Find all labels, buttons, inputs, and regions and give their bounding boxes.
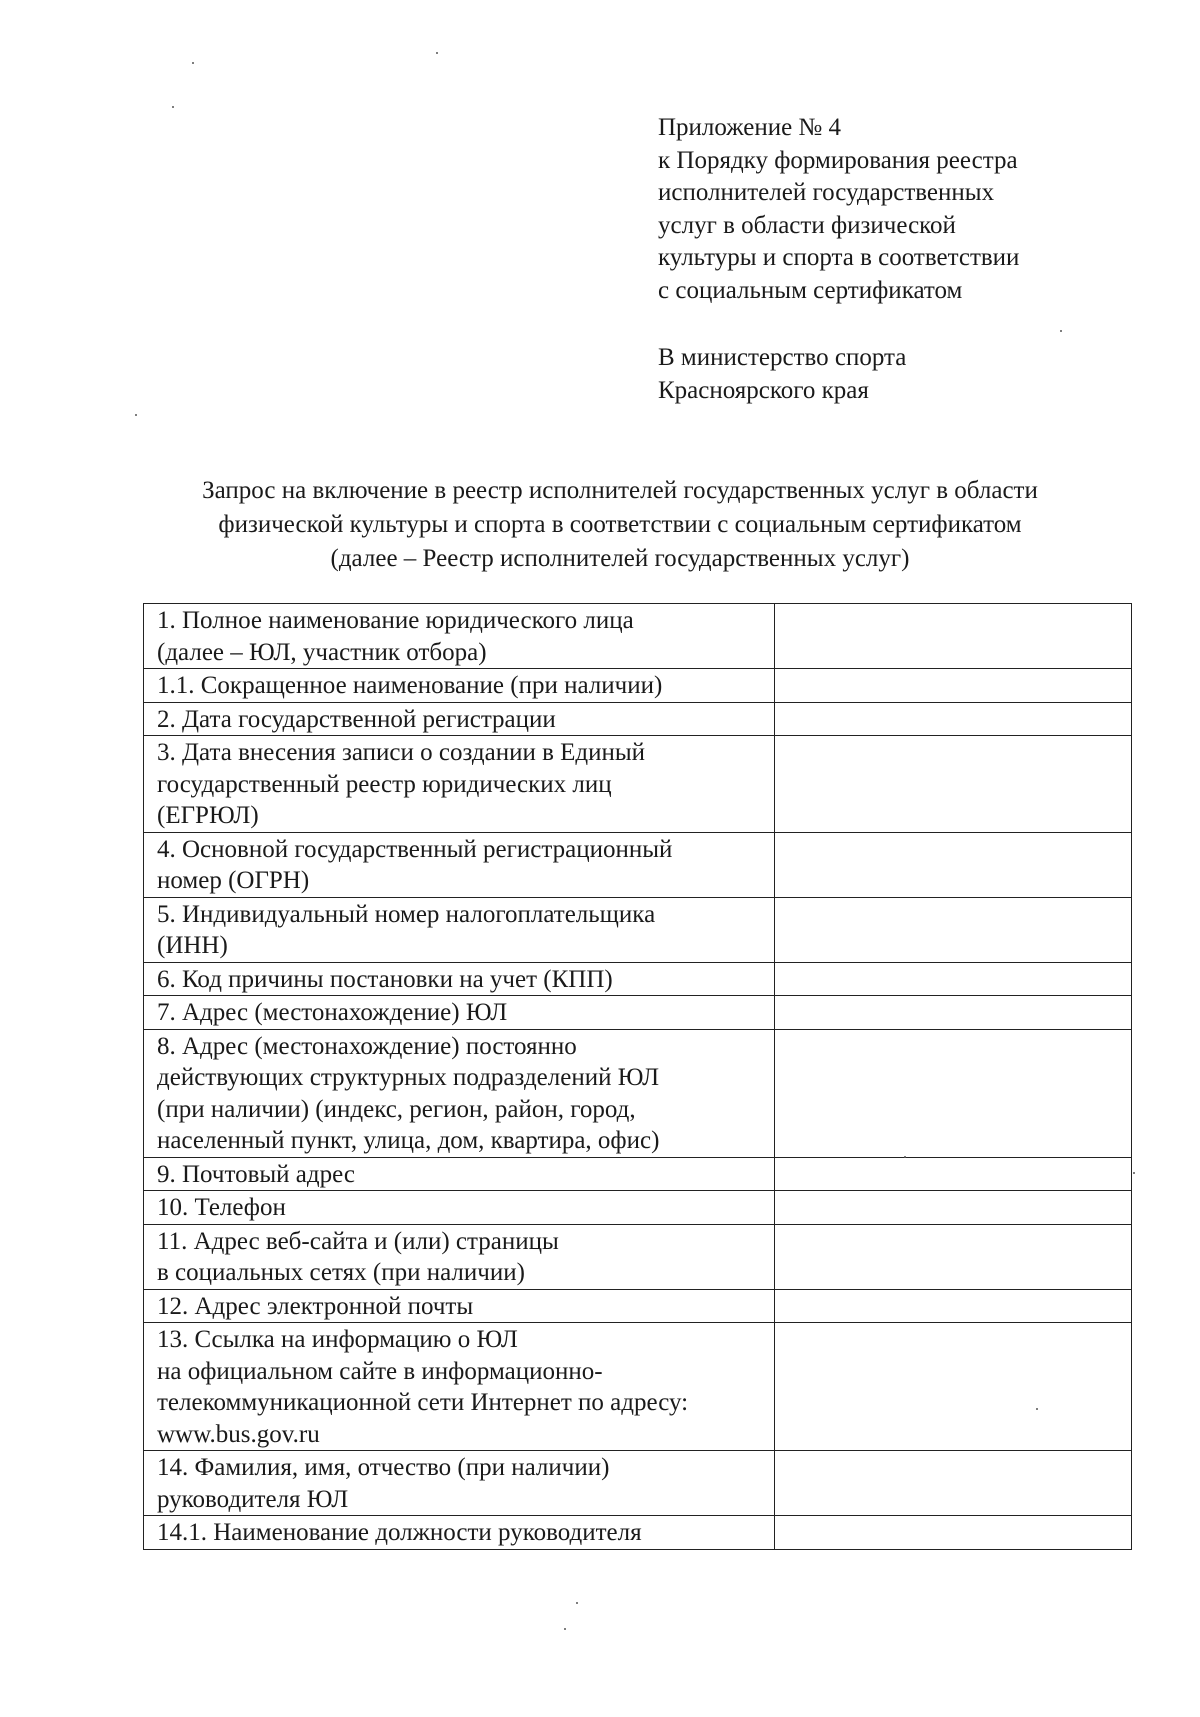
form-row: [144, 1516, 1132, 1550]
form-row-value[interactable]: [775, 996, 1132, 1030]
form-row: [144, 1157, 1132, 1191]
form-row-value[interactable]: [775, 604, 1132, 669]
annex-line: услуг в области физической: [658, 211, 956, 239]
scan-speck: [192, 62, 194, 64]
annex-line: к Порядку формирования реестра: [658, 146, 1018, 174]
form-row: [144, 1224, 1132, 1289]
scan-speck: [904, 1156, 906, 1158]
scan-speck: [576, 1602, 578, 1604]
form-row-value[interactable]: [775, 1451, 1132, 1516]
form-row-label: [144, 736, 775, 833]
form-row: [144, 702, 1132, 736]
form-row-label-line: 9. Почтовый адрес: [157, 1160, 355, 1188]
form-row-label: [144, 1191, 775, 1225]
form-row-label-line: 1.1. Сокращенное наименование (при наличии): [157, 672, 663, 699]
form-row: [144, 1191, 1132, 1225]
form-row-label: [144, 1224, 775, 1289]
form-row-value[interactable]: [775, 897, 1132, 962]
request-form-table: [143, 603, 1132, 1550]
request-title-line: (далее – Реестр исполнителей государственных услуг): [330, 545, 910, 572]
form-row-value[interactable]: [775, 1516, 1132, 1550]
scan-speck: [1036, 1408, 1038, 1410]
form-row-label-line: 4. Основной государственный регистрационный: [157, 835, 673, 863]
form-row-label-line: 14. Фамилия, имя, отчество (при наличии): [157, 1454, 610, 1481]
addressee-line: В министерство спорта: [658, 344, 907, 371]
annex-line: Приложение № 4: [658, 114, 842, 141]
annex-header: [658, 112, 1138, 307]
form-row: [144, 669, 1132, 703]
form-row-label-line: 6. Код причины постановки на учет (КПП): [157, 965, 613, 993]
request-title-line: Запрос на включение в реестр исполнителей государственных услуг в области: [202, 477, 1038, 504]
form-row-value[interactable]: [775, 736, 1132, 833]
scan-speck: [172, 106, 174, 108]
form-row-label-line: действующих структурных подразделений ЮЛ: [157, 1064, 660, 1091]
form-row-label-line: 14.1. Наименование должности руководителя: [157, 1519, 642, 1546]
form-row-label-line: на официальном сайте в информационно-: [157, 1357, 603, 1385]
form-row-label-line: 13. Ссылка на информацию о ЮЛ: [157, 1326, 518, 1353]
form-row: [144, 962, 1132, 996]
form-row-label: [144, 1157, 775, 1191]
form-row-label: [144, 1451, 775, 1516]
form-row-label: [144, 897, 775, 962]
scan-speck: [135, 414, 137, 416]
form-row: [144, 1451, 1132, 1516]
form-row-label-line: (ИНН): [157, 932, 228, 959]
form-row-value[interactable]: [775, 832, 1132, 897]
form-row-label-line: www.bus.gov.ru: [157, 1420, 320, 1448]
form-row-label-line: 1. Полное наименование юридического лица: [157, 607, 634, 634]
form-row-label: [144, 1029, 775, 1157]
form-row-label-line: 5. Индивидуальный номер налогоплательщика: [157, 900, 656, 928]
form-row: [144, 604, 1132, 669]
form-row-value[interactable]: [775, 1029, 1132, 1157]
annex-line: с социальным сертификатом: [658, 276, 963, 304]
form-row-label: [144, 996, 775, 1030]
form-row-value[interactable]: [775, 962, 1132, 996]
form-row: [144, 897, 1132, 962]
form-row-label: [144, 1289, 775, 1323]
annex-line: культуры и спорта в соответствии: [658, 244, 1020, 271]
addressee-block: [658, 342, 1138, 407]
form-row-value[interactable]: [775, 669, 1132, 703]
form-row-label: [144, 1323, 775, 1451]
request-title-line: физической культуры и спорта в соответствии с социальным сертификатом: [218, 511, 1022, 538]
form-row-label-line: 3. Дата внесения записи о создании в Единый: [157, 739, 646, 766]
form-row-label-line: 2. Дата государственной регистрации: [157, 705, 556, 733]
form-row-label-line: 10. Телефон: [157, 1194, 286, 1221]
annex-line: исполнителей государственных: [658, 179, 995, 206]
form-row-label-line: в социальных сетях (при наличии): [157, 1259, 525, 1286]
form-row-label-line: 8. Адрес (местонахождение) постоянно: [157, 1032, 577, 1060]
form-row-label-line: телекоммуникационной сети Интернет по адресу:: [157, 1389, 689, 1416]
request-title: [120, 474, 1120, 576]
form-row-label-line: 12. Адрес электронной почты: [157, 1292, 474, 1320]
form-row-value[interactable]: [775, 1157, 1132, 1191]
form-row: [144, 1289, 1132, 1323]
form-row-value[interactable]: [775, 1191, 1132, 1225]
form-row-label: [144, 669, 775, 703]
form-row-value[interactable]: [775, 1323, 1132, 1451]
scan-speck: [1133, 1172, 1135, 1174]
form-row-label-line: государственный реестр юридических лиц: [157, 770, 612, 798]
form-row: [144, 832, 1132, 897]
form-row-value[interactable]: [775, 1289, 1132, 1323]
form-row-label: [144, 702, 775, 736]
form-row-label: [144, 604, 775, 669]
form-row-label-line: населенный пункт, улица, дом, квартира, офис): [157, 1127, 660, 1154]
scan-speck: [436, 52, 438, 54]
form-row-label-line: (при наличии) (индекс, регион, район, город,: [157, 1095, 636, 1123]
form-row-label-line: (ЕГРЮЛ): [157, 802, 259, 829]
form-row-label-line: 7. Адрес (местонахождение) ЮЛ: [157, 999, 508, 1026]
scan-speck: [564, 1628, 566, 1630]
form-row-label: [144, 832, 775, 897]
scan-speck: [1060, 330, 1062, 332]
form-row: [144, 1323, 1132, 1451]
addressee-line: Красноярского края: [658, 376, 869, 404]
form-row-label-line: номер (ОГРН): [157, 867, 310, 894]
form-row-label: [144, 962, 775, 996]
form-row-label-line: (далее – ЮЛ, участник отбора): [157, 638, 487, 666]
form-row: [144, 1029, 1132, 1157]
form-row-label-line: руководителя ЮЛ: [157, 1485, 349, 1513]
form-row-label: [144, 1516, 775, 1550]
form-row-value[interactable]: [775, 702, 1132, 736]
form-row: [144, 996, 1132, 1030]
form-row-value[interactable]: [775, 1224, 1132, 1289]
form-row-label-line: 11. Адрес веб-сайта и (или) страницы: [157, 1227, 559, 1255]
form-row: [144, 736, 1132, 833]
